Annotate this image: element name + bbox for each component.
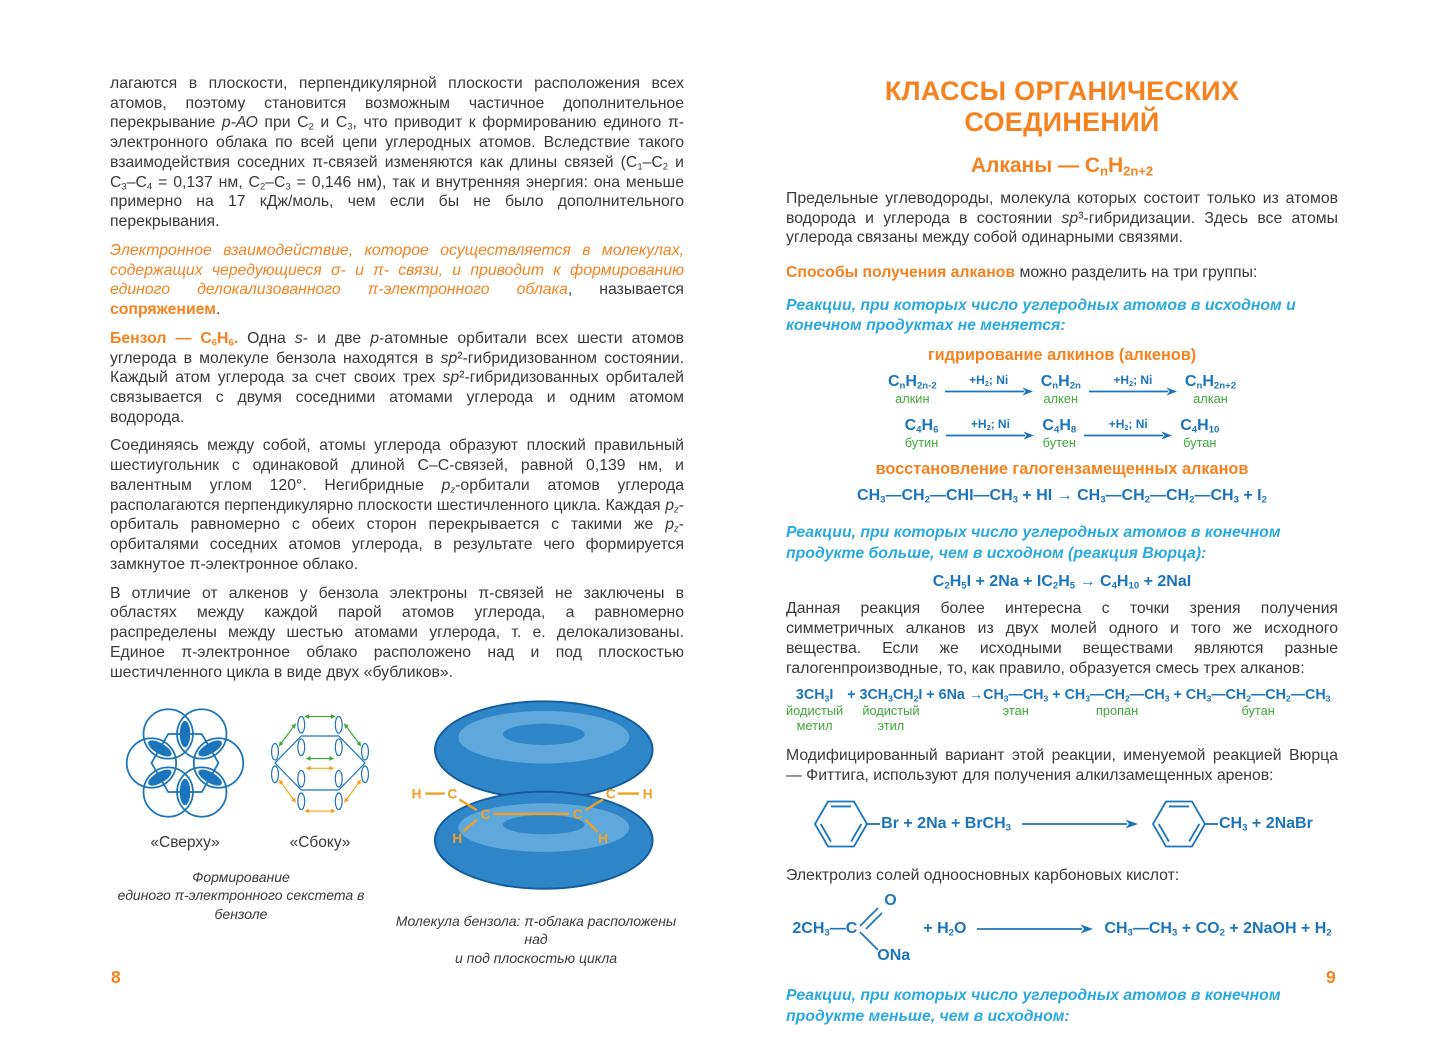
label-methyl-iodide: йодистый метил: [786, 703, 844, 734]
benzene-pi-cloud-diagram: [400, 696, 672, 896]
molecule-caption: Молекула бензола: π-облака расположены над и под плоскостью цикла: [395, 913, 677, 966]
h-atom-label: H: [411, 786, 422, 802]
top-view-label: «Сверху»: [150, 834, 220, 852]
arrow-right-icon: [1088, 387, 1178, 396]
definition-italic-text: Электронное взаимодействие, которое осуществляется в молекулах, содержащих чередующиеся σ- и π- связи, и приводит к формированию единого делокализованного π-электронного облака: [110, 241, 684, 299]
label-ethane: этан: [1002, 703, 1029, 719]
formula-butene: $C_4H_8$: [1042, 416, 1077, 436]
pi-cloud-figure: [390, 696, 682, 967]
c-atom-label: C: [605, 786, 616, 802]
benzene-top-view-diagram: [110, 696, 260, 830]
electrolysis-lead: $2CH_3—C$: [792, 920, 858, 939]
label-butane-product: бутан: [1241, 703, 1275, 719]
formula-alkyne-general: $C_nH_{2n-2}$: [887, 373, 937, 392]
label-butane: бутан: [1183, 434, 1217, 450]
formula-methyl-iodide: $3CH_3I$: [795, 687, 834, 704]
hydrogenation-example-row: [786, 417, 1338, 451]
orbital-figures-group: [110, 696, 372, 923]
paragraph-benzene: [110, 329, 684, 428]
catalyst-label: $+H_2$; Ni: [1108, 416, 1148, 432]
wurtz-fittig-reaction: [786, 794, 1338, 854]
arrow-right-icon: [976, 924, 1094, 934]
wurtz-fittig-paragraph: Модифицированный вариант этой реакции, именуемой реакцией Вюрца — Фиттига, используют для получения алкилзамещенных аренов:: [786, 746, 1338, 784]
arrow-right-icon: [945, 431, 1035, 440]
formation-caption: Формирование единого π-электронного секстета в бензоле: [117, 869, 365, 922]
c-atom-label: C: [480, 807, 491, 823]
side-view-label: «Сбоку»: [289, 834, 351, 852]
reduction-formula: $CH_3—CH_2—CHI—CH_3$ + HI → $CH_3—CH_2—CH_2—CH_3 + I_2$: [857, 487, 1267, 507]
right-page: [786, 76, 1338, 1036]
reaction-arrow: [1021, 819, 1139, 829]
hydrogenation-heading: гидрирование алкинов (алкенов): [927, 346, 1197, 364]
h-atom-label: H: [452, 831, 463, 847]
c-atom-label: C: [447, 786, 458, 802]
wurtz-fittig-left: Br + 2Na + BrCH$_3$: [881, 815, 1011, 834]
arrow-right-icon: [1021, 819, 1139, 829]
arrow-right-icon: [1083, 431, 1173, 440]
catalyst-label: $+H_2$; Ni: [970, 416, 1010, 432]
chapter-title: КЛАССЫ ОРГАНИЧЕСКИХ СОЕДИНЕНИЙ: [884, 76, 1240, 137]
plus-sign: +: [1048, 687, 1065, 704]
electrolysis-reaction: [786, 892, 1338, 965]
methods-lead: Способы получения алканов: [786, 264, 1016, 282]
electrolysis-water: + $H_2O$: [923, 920, 967, 939]
group1-note: Реакции, при которых число углеродных атомов в исходном и конечном продуктах не меняется:: [786, 296, 1296, 335]
benzene-ring-icon: [811, 794, 881, 854]
h-atom-label: H: [642, 786, 653, 802]
definition-mid-text: , называется: [567, 281, 684, 299]
c-atom-label: C: [572, 807, 583, 823]
reaction-arrow: [1083, 417, 1173, 440]
electrolysis-products: $CH_3—CH_3 + CO_2$ + 2NaOH + $H_2$: [1104, 920, 1332, 939]
plus-sign: +: [1169, 687, 1186, 704]
alkanes-intro: Предельные углеводороды, молекула которых состоит только из атомов водорода и углерода в состоянии sp³-гибридизации. Здесь все атомы углерода связаны между собой одинарными связями.: [786, 190, 1338, 247]
left-page: [110, 74, 684, 967]
reaction-arrow: [944, 373, 1034, 396]
oxygen-label: O: [884, 892, 897, 910]
label-butyne: бутин: [904, 434, 939, 450]
hydrogenation-general-row: [786, 373, 1338, 407]
sodium-arrow-segment: + 6Na →: [922, 687, 984, 704]
mixed-alkanes-row: [786, 687, 1338, 733]
label-alkene: алкен: [1043, 391, 1079, 406]
label-propane: пропан: [1095, 703, 1139, 719]
benzene-figures: [110, 696, 684, 967]
paragraph-hexagon: Соединяясь между собой, атомы углерода образуют плоский правильный шестиугольник с одинаковой длиной C–C-связей, равной 0,139 нм, и валентным углом 120°. Негибридные $p_z$-орбитали атомов углерода располагаются перпендикулярно плоскости шестичленного цикла. Каждая $p_z$-орбиталь равномерно с обеих сторон перекрывается с такими же $p_z$-орбиталями соседних атомов углерода, в результате чего формируется замкнутое π-электронное облако.: [110, 437, 684, 573]
formula-butane-product: $CH_3—CH_2—CH_2—CH_3$: [1185, 687, 1331, 704]
benzene-rest: Одна s- и две p-атомные орбитали всех шести атомов углерода в молекуле бензола находятся в sp²-гибридизованном состоянии. Каждый атом углерода за счет своих трех sp²-гибридизованных орбиталей связывается с двумя соседними атомами углерода и одним атомом водорода.: [110, 329, 685, 426]
formula-butyne: $C_4H_6$: [904, 416, 939, 436]
paragraph-pi-overlap: лагаются в плоскости, перпендикулярной плоскости расположения всех атомов, поэтому становится возможным частичное дополнительное перекрывание p-АО при $C_2$ и $C_3$, что приводит к формированию единого π-электронного облака по всей цепи углеродных атомов. Вследствие такого взаимодействия соседних π-связей изменяются как длины связей ($C_1-C_2$ и $C_3-C_4 = 0,137$ нм, $C_2-C_3 = 0,146$ нм), так и внутренняя энергия: она меньше примерно на 17 кДж/моль, чем если бы не было дополнительного перекрывания.: [110, 75, 684, 231]
wurtz-paragraph: Данная реакция более интересна с точки зрения получения симметричных алканов из двух молей одного и того же исходного вещества. Если же исходными веществами являются разные галогенпроизводные, то, как правило, образуется смесь трех алканов:: [786, 600, 1338, 677]
methods-rest: можно разделить на три группы:: [1015, 264, 1258, 282]
plus-sign: +: [843, 687, 860, 704]
formula-ethane: $CH_3—CH_3$: [983, 687, 1049, 704]
label-ethyl-iodide: йодистый этил: [862, 703, 920, 734]
formula-butane: $C_4H_{10}$: [1180, 416, 1220, 436]
benzene-lead: Бензол — $C_6H_6$.: [110, 329, 239, 349]
page-number-right: 9: [1326, 967, 1336, 987]
side-view-figure: [260, 696, 380, 852]
reaction-arrow: [945, 417, 1035, 440]
definition-term: сопряжением: [110, 301, 216, 319]
arrow-right-icon: [944, 387, 1034, 396]
overlap-arrows: [279, 714, 361, 813]
reaction-arrow: [1088, 373, 1178, 396]
electrolysis-paragraph: Электролиз солей одноосновных карбоновых кислот:: [786, 867, 1180, 885]
formula-alkane-general: $C_nH_{2n+2}$: [1184, 373, 1237, 392]
paragraph-delocalization: В отличие от алкенов у бензола электроны π-связей не заключены в областях между каждой парой атомов углерода, а равномерно распределены между шестью атомами углерода, т. е. делокализованы. Единое π-электронное облако расположено над и под плоскостью шестичленного цикла в виде двух «бубликов».: [110, 584, 684, 681]
definition-end: .: [215, 301, 221, 319]
section-title-alkanes: Алканы — $C_nH_{2n+2}$: [970, 154, 1154, 179]
h-atom-label: H: [598, 831, 608, 847]
page-number-left: 8: [111, 967, 121, 987]
reduction-heading: восстановление галогензамещенных алканов: [875, 460, 1249, 479]
paragraph-conjugation-definition: [110, 241, 684, 320]
carboxylate-branch: [857, 892, 923, 965]
group2-note: Реакции, при которых число углеродных атомов в конечном продукте больше, чем в исходном (реакция Вюрца):: [786, 524, 1281, 562]
wurtz-fittig-right: $CH_3$ + 2NaBr: [1219, 815, 1313, 834]
benzene-ring-icon: [1149, 794, 1219, 854]
group3-note: Реакции, при которых число углеродных атомов в конечном продукте меньше, чем в исходном:: [786, 987, 1281, 1025]
catalyst-label: $+H_2$; Ni: [1113, 373, 1153, 389]
formula-ethyl-iodide: $3CH_3CH_2I$: [859, 687, 923, 704]
top-view-figure: [110, 696, 260, 852]
label-alkyne: алкин: [895, 391, 930, 406]
methods-paragraph: [786, 263, 1338, 283]
ona-label: ONa: [877, 947, 911, 965]
benzene-side-view-diagram: [260, 696, 380, 830]
wurtz-formula: $C_2H_5I + 2Na + IC_2H_5 \to C_4H_{10} + 2NaI$: [932, 573, 1192, 593]
reaction-arrow: [976, 924, 1094, 934]
label-alkane: алкан: [1193, 391, 1228, 406]
formula-propane: $CH_3—CH_2—CH_3$: [1064, 687, 1170, 704]
label-butene: бутен: [1042, 434, 1076, 450]
catalyst-label: $+H_2$; Ni: [969, 373, 1009, 389]
formula-alkene-general: $C_nH_{2n}$: [1040, 373, 1081, 392]
